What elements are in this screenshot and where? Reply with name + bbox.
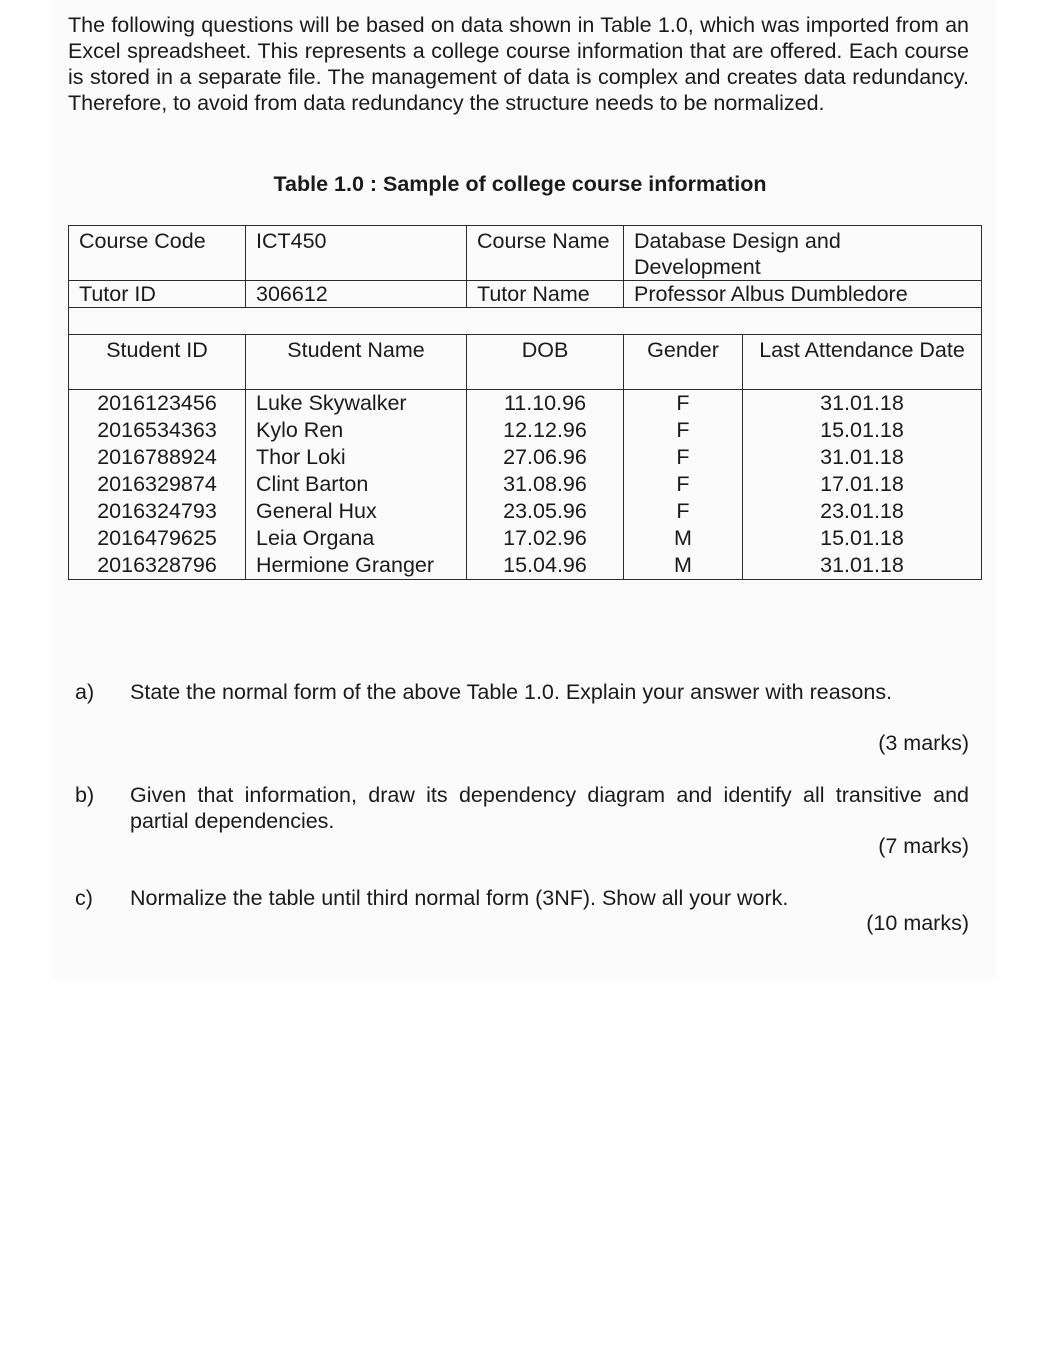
dob-cell: 12.12.96 [467, 417, 624, 444]
question-letter: b) [75, 783, 95, 807]
dob-cell: 11.10.96 [467, 390, 624, 418]
student-name-cell: Kylo Ren [246, 417, 467, 444]
gender-cell: M [624, 552, 743, 580]
question-a-marks: (3 marks) [878, 731, 969, 755]
question-letter: a) [75, 680, 95, 704]
tutor-name-label: Tutor Name [467, 281, 624, 308]
student-row [69, 552, 982, 580]
student-row [69, 390, 982, 418]
question-letter: c) [75, 886, 93, 910]
course-info-table [68, 225, 982, 580]
student-name-cell: Hermione Granger [246, 552, 467, 580]
course-code-value: ICT450 [246, 226, 467, 281]
student-id-cell: 2016534363 [69, 417, 246, 444]
column-header: DOB [467, 335, 624, 390]
student-id-cell: 2016329874 [69, 471, 246, 498]
gender-cell: F [624, 498, 743, 525]
course-row [69, 226, 982, 281]
last-attendance-cell: 15.01.18 [743, 525, 982, 552]
dob-cell: 23.05.96 [467, 498, 624, 525]
column-header: Student Name [246, 335, 467, 390]
gender-cell: F [624, 471, 743, 498]
question-text: Normalize the table until third normal form (3NF). Show all your work. [130, 886, 789, 910]
column-header: Student ID [69, 335, 246, 390]
intro-paragraph: The following questions will be based on data shown in Table 1.0, which was imported from an Excel spreadsheet. This represents a college course information that are offered. Each course is stored in a separate file. The management of data is complex and creates data redundancy. Therefore, to avoid from data redundancy the structure needs to be normalized. [68, 13, 969, 115]
student-row [69, 444, 982, 471]
course-name-value: Database Design and Development [624, 226, 982, 281]
gender-cell: F [624, 444, 743, 471]
table-caption: Table 1.0 : Sample of college course information [273, 172, 767, 196]
tutor-id-value: 306612 [246, 281, 467, 308]
student-name-cell: Clint Barton [246, 471, 467, 498]
student-row [69, 417, 982, 444]
question-text: State the normal form of the above Table 1.0. Explain your answer with reasons. [130, 680, 893, 704]
last-attendance-cell: 23.01.18 [743, 498, 982, 525]
student-id-cell: 2016479625 [69, 525, 246, 552]
tutor-name-value: Professor Albus Dumbledore [624, 281, 982, 308]
student-id-cell: 2016328796 [69, 552, 246, 580]
student-name-cell: Luke Skywalker [246, 390, 467, 418]
gender-cell: M [624, 525, 743, 552]
question-b-marks: (7 marks) [878, 834, 969, 858]
tutor-row [69, 281, 982, 308]
last-attendance-cell: 17.01.18 [743, 471, 982, 498]
student-id-cell: 2016788924 [69, 444, 246, 471]
question-c-marks: (10 marks) [866, 911, 969, 935]
student-header-row [69, 335, 982, 390]
dob-cell: 27.06.96 [467, 444, 624, 471]
question-a [75, 679, 969, 705]
question-b [75, 782, 969, 834]
student-row [69, 498, 982, 525]
column-header: Last Attendance Date [743, 335, 982, 390]
blank-cell [69, 308, 982, 335]
last-attendance-cell: 31.01.18 [743, 552, 982, 580]
course-name-label: Course Name [467, 226, 624, 281]
dob-cell: 31.08.96 [467, 471, 624, 498]
last-attendance-cell: 31.01.18 [743, 390, 982, 418]
column-header: Gender [624, 335, 743, 390]
question-c [75, 885, 969, 911]
course-code-label: Course Code [69, 226, 246, 281]
student-name-cell: General Hux [246, 498, 467, 525]
student-id-cell: 2016123456 [69, 390, 246, 418]
dob-cell: 15.04.96 [467, 552, 624, 580]
last-attendance-cell: 15.01.18 [743, 417, 982, 444]
dob-cell: 17.02.96 [467, 525, 624, 552]
last-attendance-cell: 31.01.18 [743, 444, 982, 471]
student-row [69, 525, 982, 552]
student-name-cell: Leia Organa [246, 525, 467, 552]
gender-cell: F [624, 390, 743, 418]
gender-cell: F [624, 417, 743, 444]
student-name-cell: Thor Loki [246, 444, 467, 471]
student-id-cell: 2016324793 [69, 498, 246, 525]
blank-separator-row [69, 308, 982, 335]
student-row [69, 471, 982, 498]
question-text: Given that information, draw its dependency diagram and identify all transitive and partial dependencies. [130, 783, 969, 833]
tutor-id-label: Tutor ID [69, 281, 246, 308]
